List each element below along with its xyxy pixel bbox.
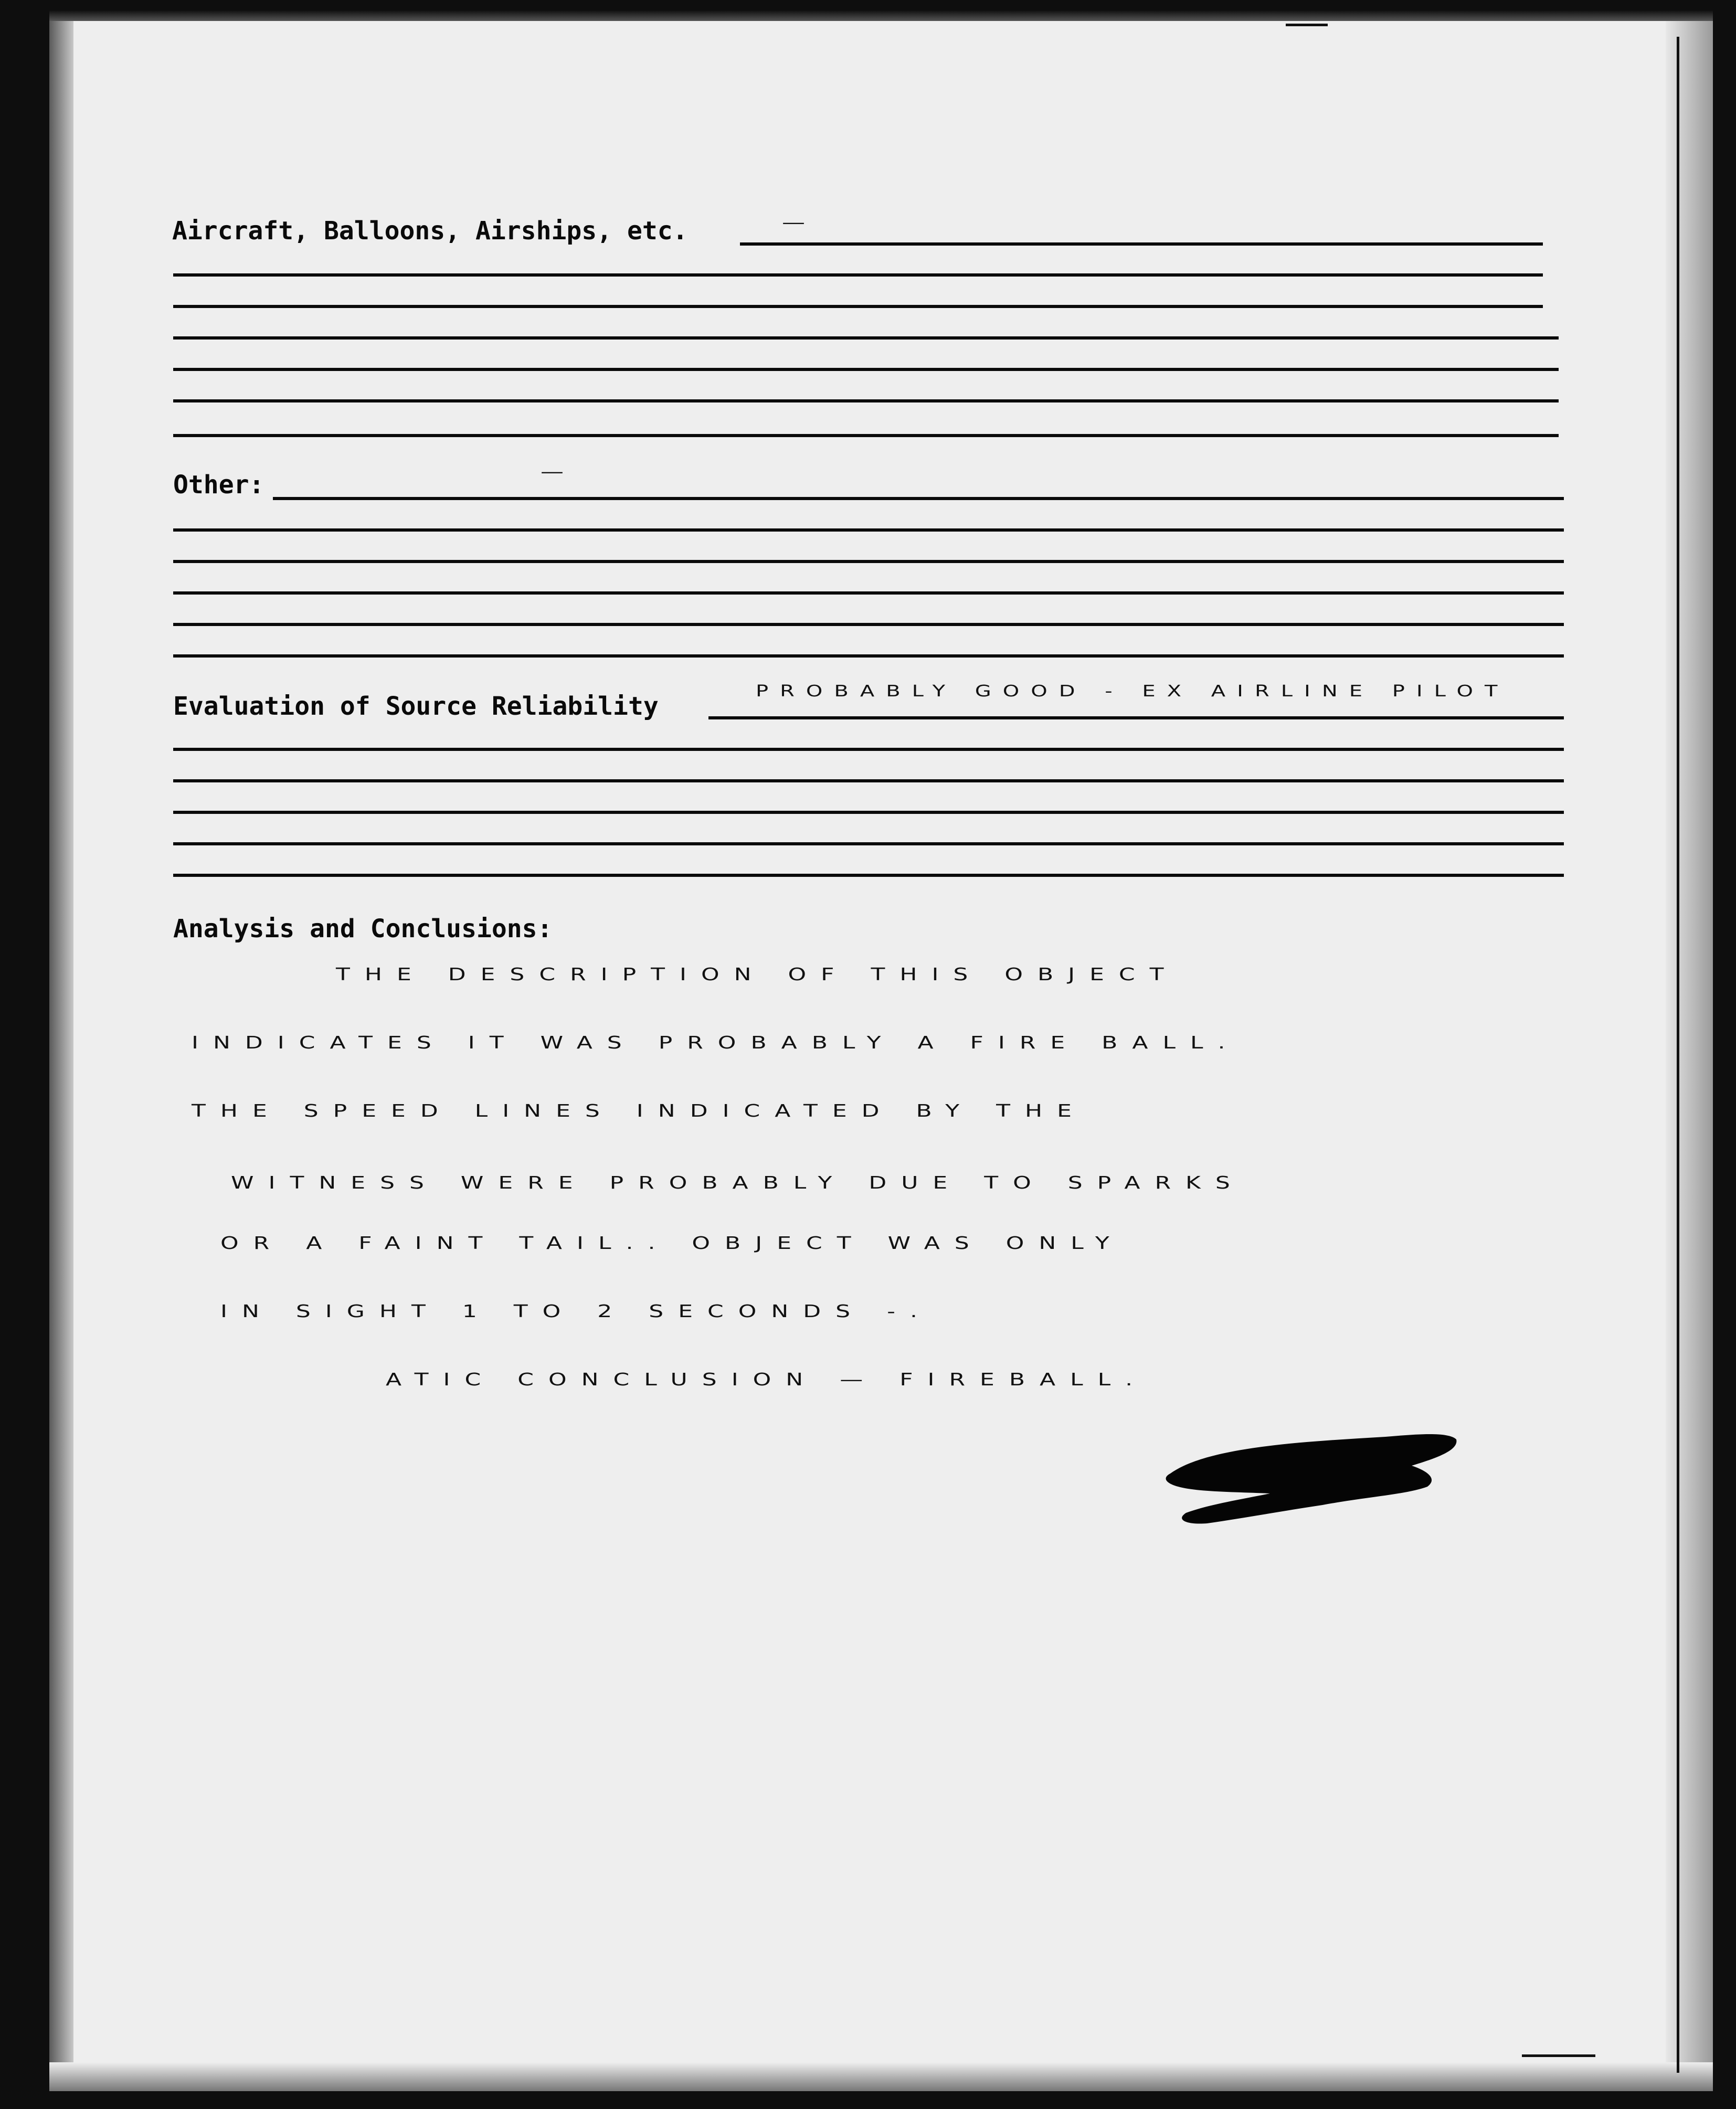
film-border-bottom bbox=[49, 2062, 1713, 2091]
form-line bbox=[173, 368, 1559, 371]
reliability-entry-line bbox=[708, 716, 1564, 719]
analysis-label: Analysis and Conclusions: bbox=[173, 914, 553, 944]
form-line bbox=[173, 305, 1543, 308]
other-entry-line bbox=[273, 497, 1564, 500]
film-border-left bbox=[49, 21, 73, 2091]
form-line bbox=[173, 591, 1564, 595]
aircraft-entry: — bbox=[782, 213, 820, 233]
film-border-right bbox=[1666, 21, 1713, 2091]
analysis-line: OR A FAINT TAIL.. OBJECT WAS ONLY bbox=[220, 1233, 1124, 1254]
form-line bbox=[173, 528, 1564, 532]
aircraft-entry-line bbox=[740, 242, 1543, 246]
analysis-line: THE SPEED LINES INDICATED BY THE bbox=[192, 1101, 1086, 1121]
aircraft-label: Aircraft, Balloons, Airships, etc. bbox=[172, 216, 688, 246]
form-line bbox=[173, 779, 1564, 782]
edge-mark bbox=[1522, 2054, 1595, 2057]
analysis-line: INDICATES IT WAS PROBABLY A FIRE BALL. bbox=[192, 1033, 1240, 1053]
other-label: Other: bbox=[173, 470, 264, 500]
redaction-mark bbox=[1165, 1426, 1459, 1526]
reliability-label: Evaluation of Source Reliability bbox=[173, 692, 659, 721]
analysis-line: IN SIGHT 1 TO 2 SECONDS -. bbox=[220, 1301, 932, 1322]
analysis-line: ATIC CONCLUSION — FIREBALL. bbox=[386, 1370, 1148, 1390]
form-line bbox=[173, 336, 1559, 340]
form-line bbox=[173, 623, 1564, 626]
reliability-entry: PROBABLY GOOD - EX AIRLINE PILOT bbox=[756, 682, 1509, 701]
form-line bbox=[173, 273, 1543, 277]
form-line bbox=[173, 748, 1564, 751]
page-edge-line bbox=[1677, 37, 1679, 2073]
form-line bbox=[173, 874, 1564, 877]
analysis-line: THE DESCRIPTION OF THIS OBJECT bbox=[336, 965, 1179, 985]
form-line bbox=[173, 399, 1559, 402]
form-line bbox=[173, 560, 1564, 563]
form-line bbox=[173, 842, 1564, 845]
document-page bbox=[49, 21, 1666, 2091]
form-line bbox=[173, 811, 1564, 814]
analysis-line: WITNESS WERE PROBABLY DUE TO SPARKS bbox=[231, 1173, 1245, 1193]
form-line bbox=[173, 434, 1559, 437]
edge-mark bbox=[1286, 24, 1328, 26]
form-line bbox=[173, 654, 1564, 658]
other-entry: — bbox=[541, 462, 578, 482]
